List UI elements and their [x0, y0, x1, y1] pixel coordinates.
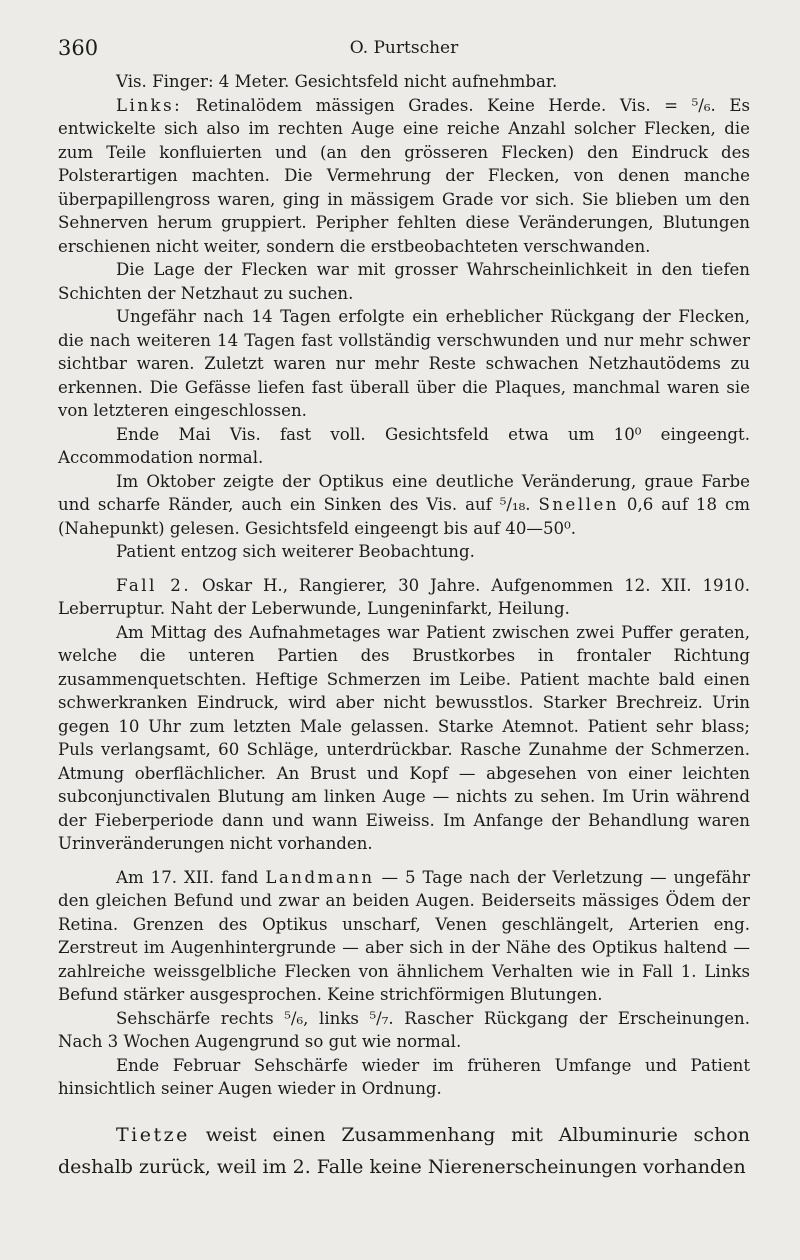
spaced-term: Links: [116, 95, 183, 115]
paragraph [58, 94, 750, 259]
paragraph-text: — 5 Tage nach der Verletzung — ungefähr den gleichen Befund und zwar an beiden Augen. Beiderseits mässiges Ödem der Retina. Grenzen des Optikus unscharf, Venen geschlängelt, Arterien eng. Zerstreut im Augenhintergrunde — aber sich in der Nähe des Optikus haltend — zahlreiche weissgelbliche Flecken von ähnlichem Verhalten wie in Fall 1. Links Befund stärker ausgesprochen. Keine strichförmigen Blutungen. [58, 867, 751, 1004]
paragraph-text: Am 17. XII. fand [116, 867, 266, 887]
spaced-term: Landmann [265, 867, 375, 887]
paragraph: Die Lage der Flecken war mit grosser Wahrscheinlichkeit in den tiefen Schichten der Netzhaut zu suchen. [58, 260, 750, 303]
running-title: O. Purtscher [349, 38, 459, 58]
page-number: 360 [58, 36, 99, 60]
paragraph: Vis. Finger: 4 Meter. Gesichtsfeld nicht aufnehmbar. [116, 72, 558, 91]
paragraph: Ende Mai Vis. fast voll. Gesichtsfeld etwa um 10⁰ eingeengt. Accommodation normal. [58, 424, 750, 467]
paragraph [58, 866, 750, 1007]
spaced-term: Snellen [538, 495, 619, 514]
paragraph: Ungefähr nach 14 Tagen erfolgte ein erheblicher Rückgang der Flecken, die nach weiteren 14 Tagen fast vollständig verschwunden und nur mehr schwer sichtbar waren. Zuletzt waren nur mehr Reste schwachen Netzhautödems zu erkennen. Die Gefässe liefen fast überall über die Plaques, manchmal waren sie von letzteren eingeschlossen. [58, 307, 750, 420]
paragraph: Patient entzog sich weiterer Beobachtung. [116, 542, 475, 561]
paragraph-large [58, 1119, 750, 1183]
page-body [58, 70, 750, 1183]
paragraph: Ende Februar Sehschärfe wieder im früheren Umfange und Patient hinsichtlich seiner Augen wieder in Ordnung. [58, 1055, 750, 1098]
case-heading [58, 574, 750, 621]
paragraph-text: Retinalödem mässigen Grades. Keine Herde. Vis. = ⁵/₆. Es entwickelte sich also im rechten Auge eine reiche Anzahl solcher Flecken, die zum Teile konfluierten und (an den grösseren Flecken) den Eindruck des Polsterartigen machten. Die Vermehrung der Flecken, von denen manche überpapillengross waren, ging in mässigem Grade vor sich. Sie blieben um den Sehnerven herum gruppiert. Peripher fehlten diese Veränderungen, Blutungen erschienen nicht weiter, sondern die erstbeobachteten verschwanden. [58, 95, 750, 256]
paragraph [58, 470, 750, 541]
paragraph: Am Mittag des Aufnahmetages war Patient zwischen zwei Puffer geraten, welche die unteren Partien des Brustkorbes in frontaler Richtung zusammenquetschten. Heftige Schmerzen im Leibe. Patient machte bald einen schwerkranken Eindruck, wird aber nicht bewusstlos. Starker Brechreiz. Urin gegen 10 Uhr zum letzten Male gelassen. Starke Atemnot. Patient sehr blass; Puls verlangsamt, 60 Schläge, unterdrückbar. Rasche Zunahme der Schmerzen. Atmung oberflächlicher. An Brust und Kopf — abgesehen von einer leichten subconjunctivalen Blutung am linken Auge — nichts zu sehen. Im Urin während der Fieberperiode dann und wann Eiweiss. Im Anfange der Behandlung waren Urinveränderungen nicht vorhanden. [58, 622, 750, 853]
case-label: Fall 2. [116, 575, 192, 595]
paragraph: Sehschärfe rechts ⁵/₆, links ⁵/₇. Rascher Rückgang der Erscheinungen. Nach 3 Wochen Augengrund so gut wie normal. [58, 1008, 750, 1051]
paragraph-text: Im Oktober zeigte der Optikus eine deutliche Veränderung, graue Farbe und scharfe Ränder, auch ein Sinken des Vis. auf ⁵/₁₈. [58, 471, 750, 514]
page-header [58, 36, 750, 62]
paragraph-text: 0,6 auf 18 cm (Nahepunkt) gelesen. Gesichtsfeld eingeengt bis auf 40—50⁰. [58, 495, 750, 538]
spaced-term: Tietze [116, 1123, 190, 1146]
paragraph-text: weist einen Zusammenhang mit Albuminurie schon deshalb zurück, weil im 2. Falle keine Nierenerscheinungen vorhanden [58, 1123, 750, 1178]
case-summary: Oskar H., Rangierer, 30 Jahre. Aufgenommen 12. XII. 1910. Leberruptur. Naht der Leberwunde, Lungeninfarkt, Heilung. [58, 575, 750, 618]
